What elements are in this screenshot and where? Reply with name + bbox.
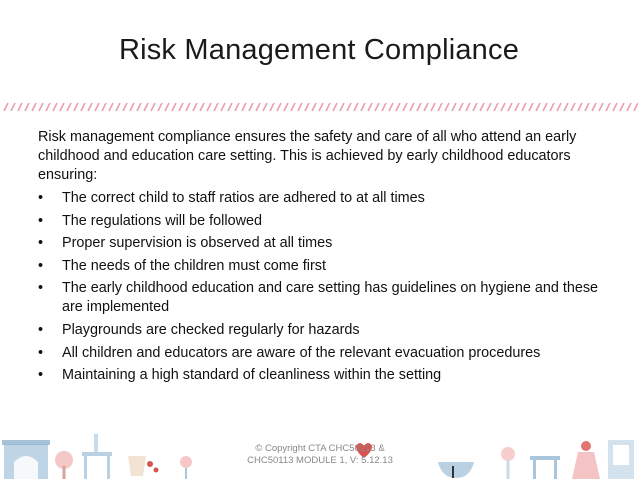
divider-dash bbox=[396, 103, 400, 111]
bullet-icon: • bbox=[38, 367, 44, 384]
bullet-icon: • bbox=[38, 280, 44, 297]
divider-dash bbox=[18, 103, 22, 111]
bullet-item bbox=[38, 212, 613, 231]
divider-dash bbox=[606, 103, 610, 111]
bullet-text: The early childhood education and care setting has guidelines on hygiene and these are implemented bbox=[62, 280, 599, 316]
divider-dash bbox=[634, 103, 638, 111]
divider-dash bbox=[214, 103, 218, 111]
divider-dash bbox=[46, 103, 50, 111]
divider-dash bbox=[151, 103, 155, 111]
stool-icon bbox=[530, 456, 560, 479]
bullet-icon: • bbox=[38, 212, 44, 229]
chair-icon bbox=[82, 434, 112, 479]
divider-dash bbox=[557, 103, 561, 111]
divider-dash bbox=[186, 103, 190, 111]
divider-dash bbox=[333, 103, 337, 111]
divider-dash bbox=[578, 103, 582, 111]
divider-dash bbox=[277, 103, 281, 111]
divider-dash bbox=[193, 103, 197, 111]
divider-dash bbox=[368, 103, 372, 111]
decorative-divider bbox=[0, 100, 638, 114]
divider-dash bbox=[613, 103, 617, 111]
divider-dash bbox=[200, 103, 204, 111]
divider-dash bbox=[627, 103, 631, 111]
divider-dash bbox=[438, 103, 442, 111]
divider-dash bbox=[340, 103, 344, 111]
divider-dash bbox=[375, 103, 379, 111]
bullet-icon: • bbox=[38, 344, 44, 361]
divider-dash bbox=[144, 103, 148, 111]
slide-title: Risk Management Compliance bbox=[118, 34, 520, 66]
bowl-icon bbox=[438, 462, 474, 478]
divider-dash bbox=[403, 103, 407, 111]
divider-dash bbox=[319, 103, 323, 111]
bullet-text: The regulations will be followed bbox=[62, 212, 262, 229]
divider-dash bbox=[235, 103, 239, 111]
bullet-text: The needs of the children must come first bbox=[62, 257, 326, 274]
bullet-icon: • bbox=[38, 321, 44, 338]
bullet-text: The correct child to staff ratios are adhered to at all times bbox=[62, 190, 425, 206]
bullet-item bbox=[38, 321, 613, 340]
divider-dash bbox=[25, 103, 29, 111]
divider-dash bbox=[452, 103, 456, 111]
divider-dash bbox=[361, 103, 365, 111]
divider-dash bbox=[389, 103, 393, 111]
divider-dash bbox=[207, 103, 211, 111]
divider-dash bbox=[116, 103, 120, 111]
divider-dash bbox=[417, 103, 421, 111]
divider-dash bbox=[221, 103, 225, 111]
bullet-item bbox=[38, 257, 613, 276]
divider-dash bbox=[11, 103, 15, 111]
divider-dash bbox=[410, 103, 414, 111]
divider-dash bbox=[487, 103, 491, 111]
bullet-icon: • bbox=[38, 190, 44, 206]
divider-dash bbox=[347, 103, 351, 111]
divider-dash bbox=[172, 103, 176, 111]
divider-dash bbox=[473, 103, 477, 111]
divider-dash bbox=[550, 103, 554, 111]
divider-dash bbox=[249, 103, 253, 111]
divider-dash bbox=[256, 103, 260, 111]
divider-dash bbox=[445, 103, 449, 111]
copyright-note bbox=[200, 443, 440, 467]
bullet-icon: • bbox=[38, 257, 44, 274]
vase-icon bbox=[572, 441, 600, 479]
divider-dash bbox=[599, 103, 603, 111]
divider-dash bbox=[95, 103, 99, 111]
divider-dash bbox=[382, 103, 386, 111]
divider-dash bbox=[312, 103, 316, 111]
divider-dash bbox=[32, 103, 36, 111]
divider-dash bbox=[60, 103, 64, 111]
cup-icon bbox=[128, 456, 159, 476]
divider-dash bbox=[88, 103, 92, 111]
divider-dash bbox=[298, 103, 302, 111]
divider-dash bbox=[564, 103, 568, 111]
divider-dash bbox=[585, 103, 589, 111]
divider-dash bbox=[53, 103, 57, 111]
building-icon bbox=[2, 440, 50, 479]
divider-dash bbox=[179, 103, 183, 111]
plant-icon bbox=[501, 447, 515, 479]
divider-dash bbox=[284, 103, 288, 111]
bullet-item bbox=[38, 234, 613, 253]
divider-dash bbox=[501, 103, 505, 111]
divider-dash bbox=[81, 103, 85, 111]
bullet-text: Playgrounds are checked regularly for hazards bbox=[62, 321, 360, 338]
bullet-item bbox=[38, 279, 613, 317]
divider-dash bbox=[515, 103, 519, 111]
divider-dash bbox=[165, 103, 169, 111]
divider-dash bbox=[102, 103, 106, 111]
divider-dash bbox=[620, 103, 624, 111]
flower-icon bbox=[180, 456, 192, 479]
divider-dash bbox=[158, 103, 162, 111]
divider-dash bbox=[459, 103, 463, 111]
bullet-item bbox=[38, 366, 613, 385]
divider-dash bbox=[571, 103, 575, 111]
divider-dash bbox=[39, 103, 43, 111]
divider-dash bbox=[508, 103, 512, 111]
divider-dash bbox=[480, 103, 484, 111]
divider-dash bbox=[67, 103, 71, 111]
divider-dash bbox=[326, 103, 330, 111]
bullet-item bbox=[38, 344, 613, 363]
divider-dash bbox=[592, 103, 596, 111]
divider-dash bbox=[4, 103, 8, 111]
divider-dash bbox=[291, 103, 295, 111]
divider-dash bbox=[529, 103, 533, 111]
bullet-text: Maintaining a high standard of cleanliness within the setting bbox=[62, 367, 442, 384]
bullet-list bbox=[38, 189, 613, 385]
copyright-line-2: CHC50113 MODULE 1, V: 5.12.13 bbox=[247, 455, 393, 466]
divider-dash bbox=[494, 103, 498, 111]
divider-dash bbox=[130, 103, 134, 111]
divider-dash bbox=[263, 103, 267, 111]
divider-dash bbox=[543, 103, 547, 111]
bullet-icon: • bbox=[38, 235, 44, 252]
divider-dash bbox=[109, 103, 113, 111]
copyright-line-1: © Copyright CTA CHC50213 & bbox=[255, 443, 385, 454]
divider-dash bbox=[305, 103, 309, 111]
divider-dash bbox=[123, 103, 127, 111]
divider-dash bbox=[431, 103, 435, 111]
divider-dash bbox=[74, 103, 78, 111]
bullet-text: Proper supervision is observed at all times bbox=[62, 235, 333, 252]
divider-dash bbox=[354, 103, 358, 111]
divider-dash bbox=[242, 103, 246, 111]
bullet-item bbox=[38, 189, 613, 208]
bullet-text: All children and educators are aware of the relevant evacuation procedures bbox=[62, 344, 541, 361]
divider-dash bbox=[137, 103, 141, 111]
divider-dash bbox=[522, 103, 526, 111]
divider-dash bbox=[424, 103, 428, 111]
divider-dash bbox=[270, 103, 274, 111]
frame-icon bbox=[608, 440, 634, 479]
intro-paragraph: Risk management compliance ensures the safety and care of all who attend an early childhood and education care setting. This is achieved by early childhood educators ensuring: bbox=[38, 129, 577, 183]
slide-body bbox=[38, 128, 613, 389]
divider-dash bbox=[536, 103, 540, 111]
tree-icon bbox=[55, 451, 73, 479]
divider-dash bbox=[228, 103, 232, 111]
divider-dash bbox=[466, 103, 470, 111]
